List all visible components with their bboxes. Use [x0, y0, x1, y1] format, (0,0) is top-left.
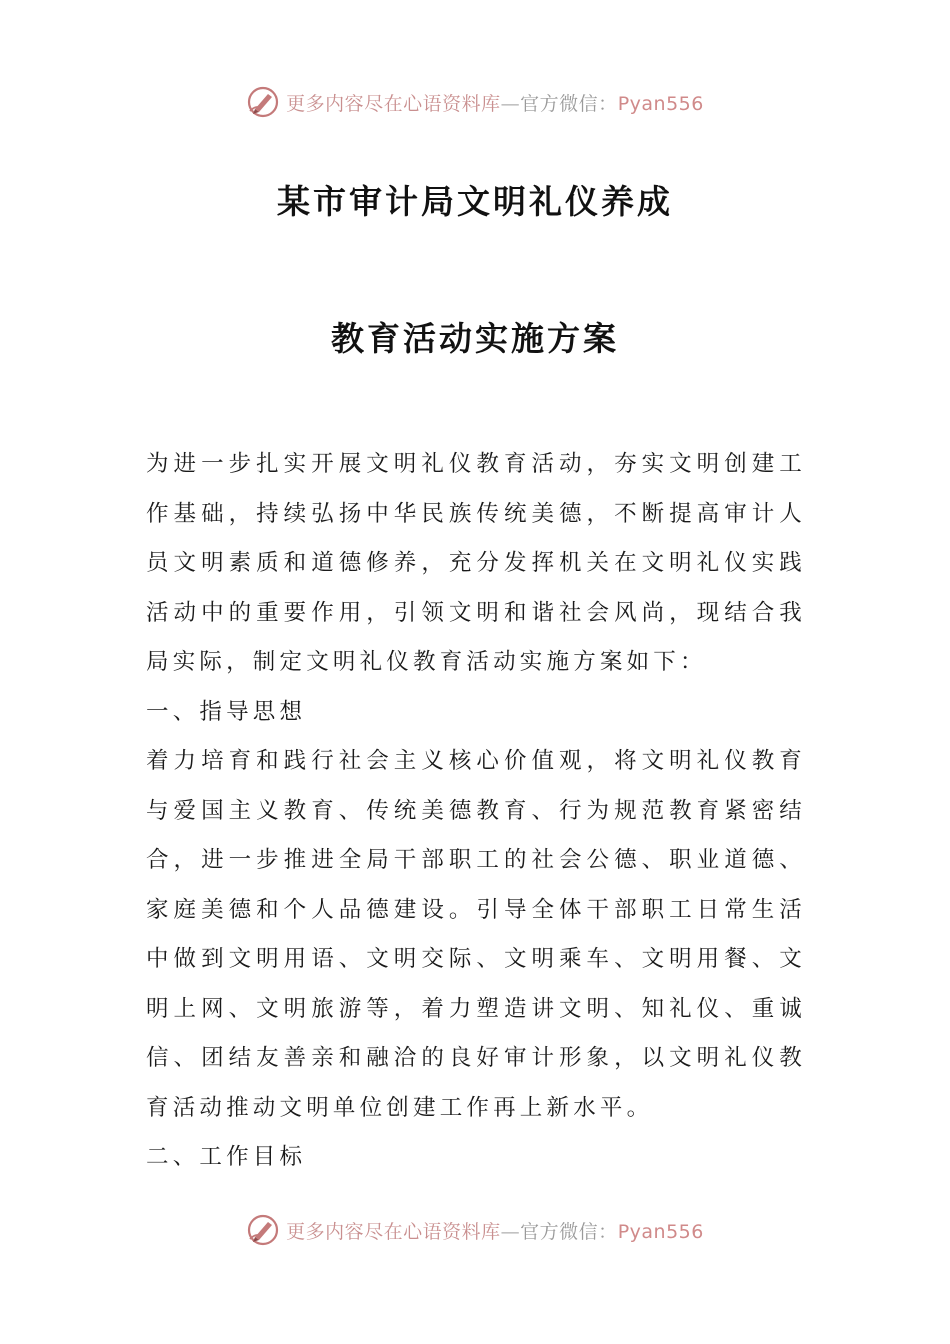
- pen-logo-icon: [246, 85, 280, 119]
- watermark-wechat-label: 官方微信：: [520, 92, 618, 115]
- document-title-line2: 教育活动实施方案: [331, 319, 619, 358]
- footer-watermark-text: [286, 1217, 704, 1244]
- footer-watermark-inner: [246, 1213, 704, 1247]
- watermark-handle: Pyan556: [617, 92, 704, 115]
- section1-paragraph: 着力培育和践行社会主义核心价值观，将文明礼仪教育与爱国主义教育、传统美德教育、行为规范教育紧密结合，进一步推进全局干部职工的社会公德、职业道德、家庭美德和个人品德建设。引导全体干部职工日常生活中做到文明用语、文明交际、文明乘车、文明用餐、文明上网、文明旅游等，着力塑造讲文明、知礼仪、重诚信、团结友善亲和融洽的良好审计形象，以文明礼仪教育活动推动文明单位创建工作再上新水平。: [146, 748, 806, 1121]
- pen-logo-icon: [246, 1213, 280, 1247]
- watermark-site-text: 更多内容尽在心语资料库: [286, 92, 501, 115]
- watermark-site-text: 更多内容尽在心语资料库: [286, 1220, 501, 1243]
- watermark-dash: —: [500, 1220, 521, 1243]
- section1-heading: 一、指导思想: [146, 698, 307, 725]
- intro-paragraph: 为进一步扎实开展文明礼仪教育活动，夯实文明创建工作基础，持续弘扬中华民族传统美德，不断提高审计人员文明素质和道德修养，充分发挥机关在文明礼仪实践活动中的重要作用，引领文明和谐社会风尚，现结合我局实际，制定文明礼仪教育活动实施方案如下：: [146, 451, 806, 675]
- document-title-line1: 某市审计局文明礼仪养成: [277, 182, 673, 221]
- footer-watermark: [0, 1208, 950, 1252]
- header-watermark-text: [286, 89, 704, 116]
- header-watermark-inner: [246, 85, 704, 119]
- watermark-wechat-label: 官方微信：: [520, 1220, 618, 1243]
- watermark-handle: Pyan556: [617, 1220, 704, 1243]
- section2-heading: 二、工作目标: [146, 1144, 307, 1170]
- watermark-dash: —: [500, 92, 521, 115]
- document-body: [146, 440, 806, 1183]
- header-watermark: [0, 80, 950, 124]
